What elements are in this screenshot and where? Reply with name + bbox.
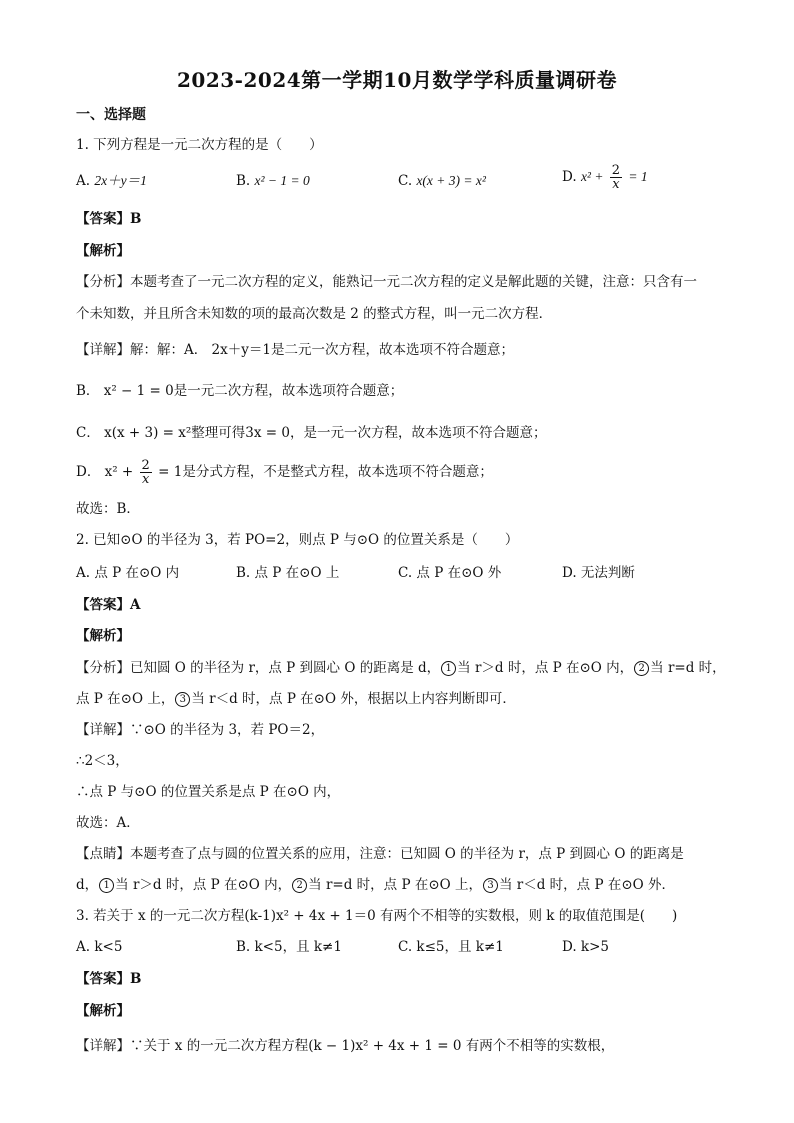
q1-option-d-pre: x² + xyxy=(580,169,604,184)
q1-detail-a: 【详解】解：解：A． 2x＋y＝1是二元一次方程，故本选项不符合题意； xyxy=(76,342,514,358)
q2-analysis-text-a: 【分析】已知圆 O 的半径为 r，点 P 到圆心 O 的距离是 d， xyxy=(76,660,441,676)
circled-number-1: 1 xyxy=(441,661,456,676)
q1-option-d-label: D. xyxy=(562,169,577,185)
circled-number-2: 2 xyxy=(634,661,649,676)
q2-dianjing-text-c: 当 r=d 时，点 P 在⊙O 上， xyxy=(308,877,482,893)
circled-number-2: 2 xyxy=(292,878,307,893)
q1-option-d-post: = 1 xyxy=(628,169,648,184)
q3-option-a: A. k<5 xyxy=(76,939,123,955)
q3-option-d: D. k>5 xyxy=(562,939,610,955)
q1-option-b-label: B. xyxy=(236,173,251,189)
q1-answer: 【答案】B xyxy=(76,211,142,227)
q2-detail-3: ∴点 P 与⊙O 的位置关系是点 P 在⊙O 内， xyxy=(76,784,341,800)
q2-dianjing-text-a: d， xyxy=(76,877,99,893)
q2-detail-1: 【详解】∵⊙O 的半径为 3，若 PO＝2， xyxy=(76,722,325,738)
q2-analysis-text-e: 当 r＜d 时，点 P 在⊙O 外，根据以上内容判断即可． xyxy=(191,691,516,707)
q1-option-b-formula: x² − 1 = 0 xyxy=(254,173,310,188)
q1-choose: 故选：B． xyxy=(76,501,140,517)
q2-detail-2: ∴2＜3， xyxy=(76,753,129,769)
q2-answer: 【答案】A xyxy=(76,597,141,613)
q1-analysis-line-2: 个未知数，并且所含未知数的项的最高次数是 2 的整式方程，叫一元二次方程． xyxy=(76,306,553,322)
q2-analysis-text-c: 当 r=d 时， xyxy=(650,660,726,676)
q2-dianjing-line-1: 【点睛】本题考查了点与圆的位置关系的应用，注意：已知圆 O 的半径为 r，点 P 到圆心 O 的距离是 xyxy=(76,846,684,862)
fraction-numerator: 2 xyxy=(611,163,621,178)
question-2-stem: 2. 已知⊙O 的半径为 3，若 PO=2，则点 P 与⊙O 的位置关系是（ ） xyxy=(76,532,519,548)
question-1-stem: 1. 下列方程是一元二次方程的是（ ） xyxy=(76,137,323,153)
q1-option-a xyxy=(76,172,147,190)
q2-dianjing-line-2 xyxy=(76,876,675,894)
q2-option-d: D. 无法判断 xyxy=(562,565,635,581)
q1-detail-d-fraction xyxy=(140,459,152,486)
q3-option-b: B. k<5，且 k≠1 xyxy=(236,939,342,955)
q1-option-d xyxy=(562,164,648,191)
q1-analysis-line-1: 【分析】本题考查了一元二次方程的定义，能熟记一元二次方程的定义是解此题的关键，注意：只含有一 xyxy=(76,274,697,290)
q1-analysis-heading: 【解析】 xyxy=(76,243,130,259)
q2-analysis-text-b: 当 r＞d 时，点 P 在⊙O 内， xyxy=(457,660,634,676)
section-heading: 一、选择题 xyxy=(76,107,146,123)
circled-number-3: 3 xyxy=(175,692,190,707)
circled-number-1: 1 xyxy=(99,878,114,893)
q2-option-c: C. 点 P 在⊙O 外 xyxy=(398,565,502,581)
fraction-numerator: 2 xyxy=(141,458,150,473)
q1-option-b xyxy=(236,172,310,190)
circled-number-3: 3 xyxy=(483,878,498,893)
q1-option-a-formula: 2x＋y＝1 xyxy=(94,173,147,188)
q2-option-b: B. 点 P 在⊙O 上 xyxy=(236,565,340,581)
q1-detail-b: B． x² − 1 = 0是一元二次方程，故本选项符合题意； xyxy=(76,383,404,399)
question-3-stem: 3. 若关于 x 的一元二次方程(k-1)x² + 4x + 1＝0 有两个不相等的实数根，则 k 的取值范围是( ) xyxy=(76,908,678,924)
q2-choose: 故选：A． xyxy=(76,815,140,831)
q1-detail-c: C． x(x + 3) = x²整理可得3x = 0，是一元一次方程，故本选项不符合题意； xyxy=(76,425,547,441)
fraction-denominator: x xyxy=(612,177,620,192)
q1-detail-d xyxy=(76,459,493,486)
q1-option-d-fraction xyxy=(610,164,622,191)
page-title: 2023-2024第一学期10月数学学科质量调研卷 xyxy=(177,68,617,92)
q1-option-c-formula: x(x + 3) = x² xyxy=(416,173,486,188)
q2-dianjing-text-d: 当 r＜d 时，点 P 在⊙O 外． xyxy=(499,877,676,893)
q2-analysis-text-d: 点 P 在⊙O 上， xyxy=(76,691,175,707)
q1-option-c-label: C. xyxy=(398,173,413,189)
q3-option-c: C. k≤5，且 k≠1 xyxy=(398,939,504,955)
q2-dianjing-text-b: 当 r＞d 时，点 P 在⊙O 内， xyxy=(115,877,292,893)
q2-analysis-line-1 xyxy=(76,659,726,677)
q3-answer: 【答案】B xyxy=(76,971,142,987)
q1-detail-d-post: = 1是分式方程，不是整式方程，故本选项不符合题意； xyxy=(158,464,493,480)
q2-analysis-line-2 xyxy=(76,690,516,708)
q1-option-a-label: A. xyxy=(76,173,91,189)
fraction-denominator: x xyxy=(142,472,150,487)
q3-detail-1: 【详解】∵关于 x 的一元二次方程方程(k − 1)x² + 4x + 1 = 0 有两个不相等的实数根， xyxy=(76,1038,615,1054)
q3-analysis-heading: 【解析】 xyxy=(76,1003,130,1019)
q2-analysis-heading: 【解析】 xyxy=(76,628,130,644)
q2-option-a: A. 点 P 在⊙O 内 xyxy=(76,565,180,581)
q1-option-c xyxy=(398,172,486,190)
q1-detail-d-pre: D． x² + xyxy=(76,464,134,480)
